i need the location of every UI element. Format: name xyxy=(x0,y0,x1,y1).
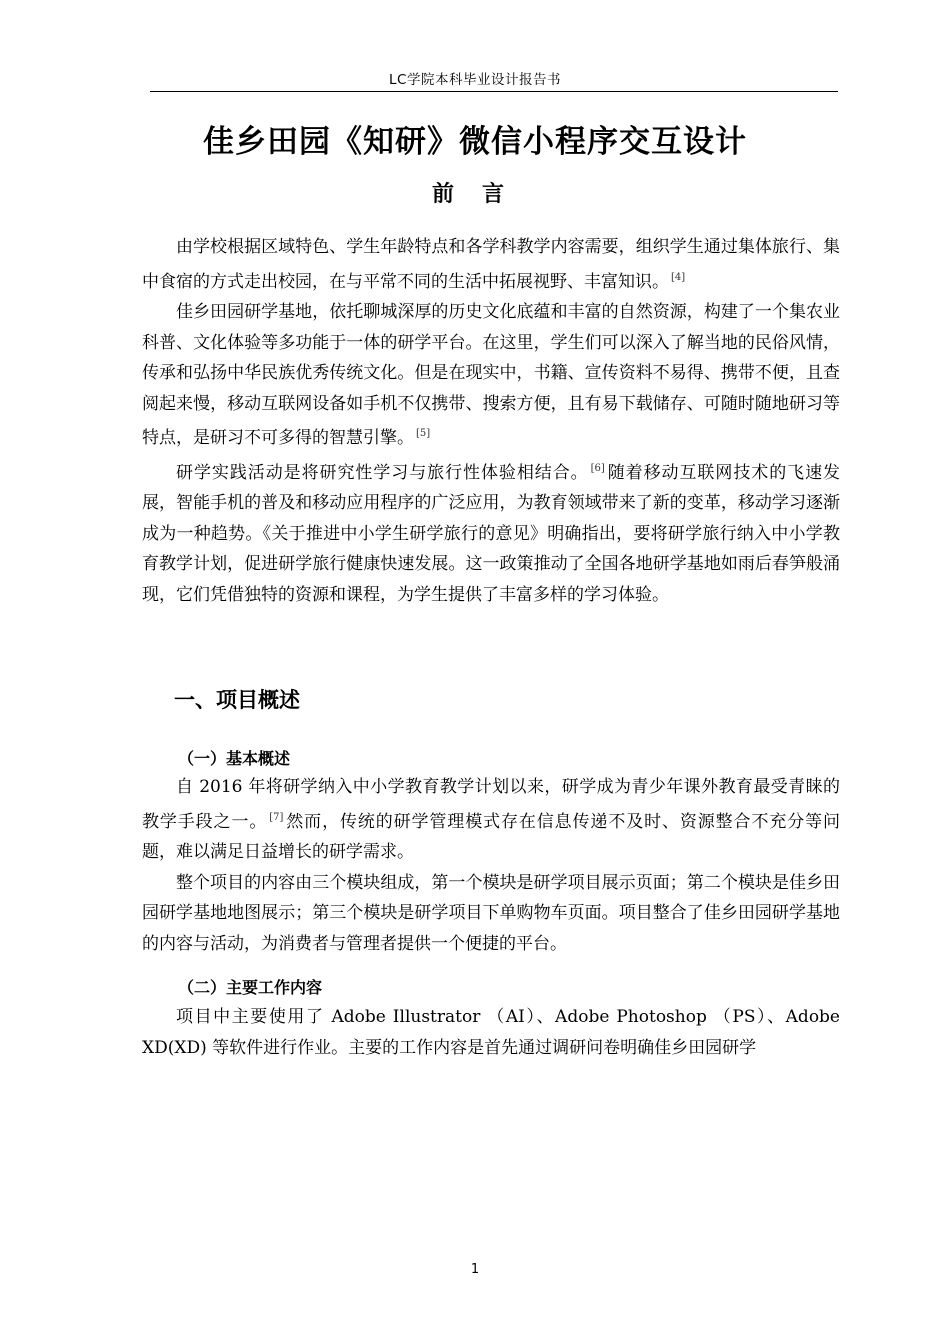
subsection-heading: （二）主要工作内容 xyxy=(178,978,323,997)
paragraph-text: 研学实践活动是将研究性学习与旅行性体验相结合。 xyxy=(176,462,589,483)
header-rule xyxy=(150,91,838,92)
preface-paragraph-1 xyxy=(142,232,840,297)
citation: [4] xyxy=(671,271,686,283)
preface-body xyxy=(142,232,840,610)
citation: [5] xyxy=(416,428,431,439)
document-title: 佳乡田园《知研》微信小程序交互设计 xyxy=(203,124,747,160)
body-paragraph xyxy=(142,772,840,868)
paragraph-text: 自 2016 年将研学纳入中小学教育教学计划以来，研学成为青少年课外教育最受青睐的教学手段之一。 xyxy=(142,777,840,832)
subsection-heading: （一）基本概述 xyxy=(178,749,291,768)
paragraph-text: 项目中主要使用了 Adobe Illustrator （AI）、Adobe Photoshop （PS）、Adobe XD(XD) 等软件进行作业。主要的工作内容是首先通过调研问卷明确佳乡田园研学 xyxy=(142,1007,840,1058)
paragraph-text: 整个项目的内容由三个模块组成，第一个模块是研学项目展示页面；第二个模块是佳乡田园研学基地地图展示；第三个模块是研学项目下单购物车页面。项目整合了佳乡田园研学基地的内容与活动，为消费者与管理者提供一个便捷的平台。 xyxy=(142,872,840,954)
section-heading: 一、项目概述 xyxy=(174,688,300,712)
paragraph-text: 然而，传统的研学管理模式存在信息传递不及时、资源整合不充分等问题，难以满足日益增长的研学需求。 xyxy=(142,811,841,862)
preface-paragraph-3 xyxy=(142,454,840,611)
body-paragraph xyxy=(142,868,840,960)
preface-paragraph-2 xyxy=(142,297,840,454)
citation: [6] xyxy=(590,462,605,474)
paragraph-text: 随着移动互联网技术的飞速发展，智能手机的普及和移动应用程序的广泛应用，为教育领域带来了新的变革，移动学习逐渐成为一种趋势。《关于推进中小学生研学旅行的意见》明确指出，要将研学旅行纳入中小学教育教学计划，促进研学旅行健康快速发展。这一政策推动了全国各地研学基地如雨后春笋般涌现，它们凭借独特的资源和课程，为学生提供了丰富多样的学习体验。 xyxy=(142,462,841,605)
subsection-body xyxy=(142,772,840,959)
preface-heading: 前言 xyxy=(431,182,532,207)
citation: [7] xyxy=(269,811,284,823)
page-number: 1 xyxy=(470,1262,480,1277)
body-paragraph xyxy=(142,1002,840,1063)
subsection-body xyxy=(142,1002,840,1063)
paragraph-text: 佳乡田园研学基地，依托聊城深厚的历史文化底蕴和丰富的自然资源，构建了一个集农业科普、文化体验等多功能于一体的研学平台。在这里，学生们可以深入了解当地的民俗风情，传承和弘扬中华民族优秀传统文化。但是在现实中，书籍、宣传资料不易得、携带不便，且查阅起来慢，移动互联网设备如手机不仅携带、搜索方便，且有易下载储存、可随时随地研习等特点，是研习不可多得的智慧引擎。 xyxy=(142,302,840,448)
paragraph-text: 由学校根据区域特色、学生年龄特点和各学科教学内容需要，组织学生通过集体旅行、集中食宿的方式走出校园，在与平常不同的生活中拓展视野、丰富知识。 xyxy=(142,237,840,292)
running-header: LC学院本科毕业设计报告书 xyxy=(389,72,561,88)
